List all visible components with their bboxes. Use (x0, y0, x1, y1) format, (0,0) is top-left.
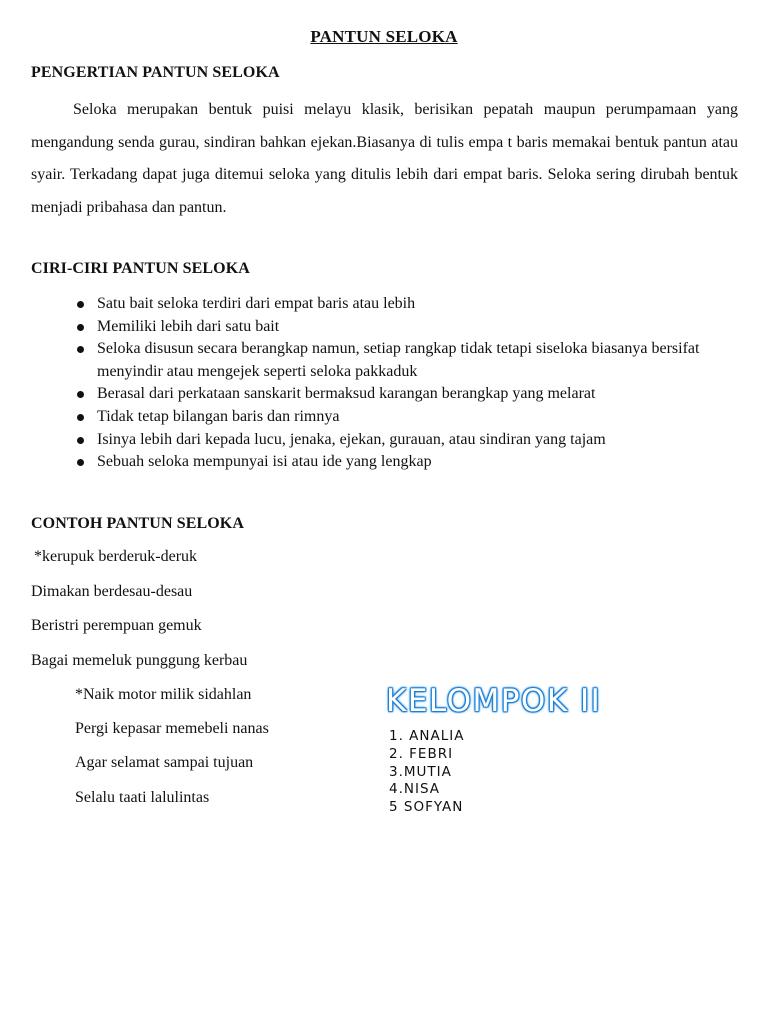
group-member: 4.NISA (389, 781, 441, 798)
list-item (31, 338, 741, 383)
heading-ciri-ciri: CIRI-CIRI PANTUN SELOKA (31, 260, 250, 277)
poem-line: Pergi kepasar memebeli nanas (75, 720, 269, 737)
group-member: 2. FEBRI (389, 745, 454, 762)
list-item-text: Berasal dari perkataan sanskarit bermaksud karangan berangkap yang melarat (97, 385, 596, 403)
poem-line: Bagai memeluk punggung kerbau (31, 652, 248, 669)
list-item (31, 383, 741, 406)
group-member-list (389, 728, 646, 817)
heading-pengertian: PENGERTIAN PANTUN SELOKA (31, 64, 280, 81)
bullet-icon (77, 301, 84, 308)
poem-line: Beristri perempuan gemuk (31, 617, 202, 634)
list-item (31, 293, 741, 316)
bullet-icon (77, 346, 84, 353)
group-title: KELOMPOK II (386, 683, 602, 719)
bullet-icon (77, 324, 84, 331)
bullet-icon (77, 414, 84, 421)
list-item-text: Memiliki lebih dari satu bait (97, 317, 280, 335)
list-item-text: Tidak tetap bilangan baris dan rimnya (97, 407, 340, 425)
poem-line: Dimakan berdesau-desau (31, 583, 193, 600)
group-box (386, 681, 646, 817)
list-item (31, 316, 741, 339)
list-item (31, 451, 741, 474)
list-item-text: Isinya lebih dari kepada lucu, jenaka, ejekan, gurauan, atau sindiran yang tajam (97, 430, 606, 448)
list-item-text: Satu bait seloka terdiri dari empat baris atau lebih (97, 295, 416, 312)
list-item (31, 429, 741, 452)
group-member: 5 SOFYAN (389, 799, 464, 816)
poem-line: Agar selamat sampai tujuan (75, 754, 254, 771)
group-member: 1. ANALIA (389, 728, 465, 744)
bullet-icon (77, 391, 84, 398)
list-item (31, 406, 741, 429)
poem-line: *kerupuk berderuk-deruk (34, 548, 198, 565)
bullet-icon (77, 437, 84, 444)
group-member: 3.MUTIA (389, 763, 452, 780)
list-item-text: Seloka disusun secara berangkap namun, setiap rangkap tidak tetapi siseloka biasanya bersifat menyindir atau mengejek seperti seloka pakkaduk (97, 340, 700, 380)
heading-contoh: CONTOH PANTUN SELOKA (31, 515, 244, 532)
poem-line: *Naik motor milik sidahlan (75, 686, 252, 703)
ciri-bullet-list (31, 293, 741, 474)
pengertian-paragraph: Seloka merupakan bentuk puisi melayu klasik, berisikan pepatah maupun perumpamaan yang mengandung senda gurau, sindiran bahkan ejekan.Biasanya di tulis empa t baris memakai bentuk pantun atau syair. Terkadang dapat juga ditemui seloka yang ditulis lebih dari empat baris. Seloka sering dirubah bentuk menjadi pribahasa dan pantun. (31, 101, 738, 216)
page-title: PANTUN SELOKA (310, 27, 458, 46)
list-item-text: Sebuah seloka mempunyai isi atau ide yang lengkap (97, 453, 432, 471)
poem-line: Selalu taati lalulintas (75, 789, 210, 806)
bullet-icon (77, 459, 84, 466)
